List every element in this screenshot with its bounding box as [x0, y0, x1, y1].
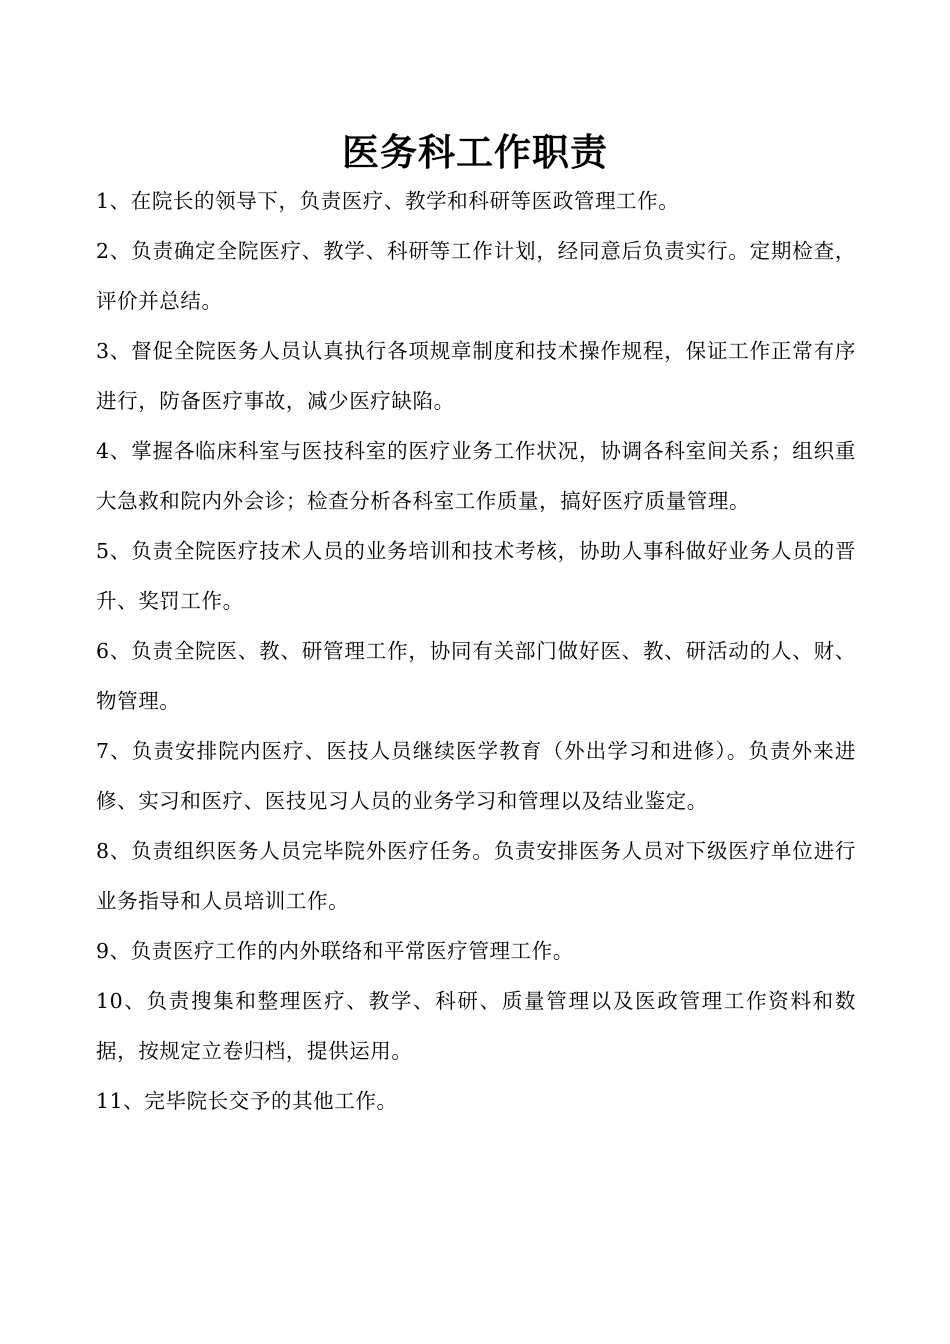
duty-item-9: 9、负责医疗工作的内外联络和平常医疗管理工作。: [96, 939, 574, 963]
duty-item-4: 4、掌握各临床科室与医技科室的医疗业务工作状况，协调各科室间关系；组织重大急救和院内外会诊；检查分析各科室工作质量，搞好医疗质量管理。: [96, 439, 856, 513]
document-title: 医务科工作职责: [342, 130, 608, 174]
duty-item-8: 8、负责组织医务人员完毕院外医疗任务。负责安排医务人员对下级医疗单位进行业务指导和人员培训工作。: [96, 839, 856, 913]
duty-item-6: 6、负责全院医、教、研管理工作，协同有关部门做好医、教、研活动的人、财、物管理。: [96, 639, 856, 713]
duty-item-3: 3、督促全院医务人员认真执行各项规章制度和技术操作规程，保证工作正常有序进行，防备医疗事故，减少医疗缺陷。: [96, 339, 856, 413]
duty-item-10: 10、负责搜集和整理医疗、教学、科研、质量管理以及医政管理工作资料和数据，按规定立卷归档，提供运用。: [96, 989, 856, 1063]
duty-item-7: 7、负责安排院内医疗、医技人员继续医学教育（外出学习和进修）。负责外来进修、实习和医疗、医技见习人员的业务学习和管理以及结业鉴定。: [96, 739, 856, 813]
duties-list: [96, 176, 856, 1126]
duty-item-2: 2、负责确定全院医疗、教学、科研等工作计划，经同意后负责实行。定期检查，评价并总结。: [96, 239, 856, 313]
duty-item-5: 5、负责全院医疗技术人员的业务培训和技术考核，协助人事科做好业务人员的晋升、奖罚工作。: [96, 539, 856, 613]
duty-item-11: 11、完毕院长交予的其他工作。: [96, 1089, 398, 1113]
duty-item-1: 1、在院长的领导下，负责医疗、教学和科研等医政管理工作。: [96, 189, 680, 213]
